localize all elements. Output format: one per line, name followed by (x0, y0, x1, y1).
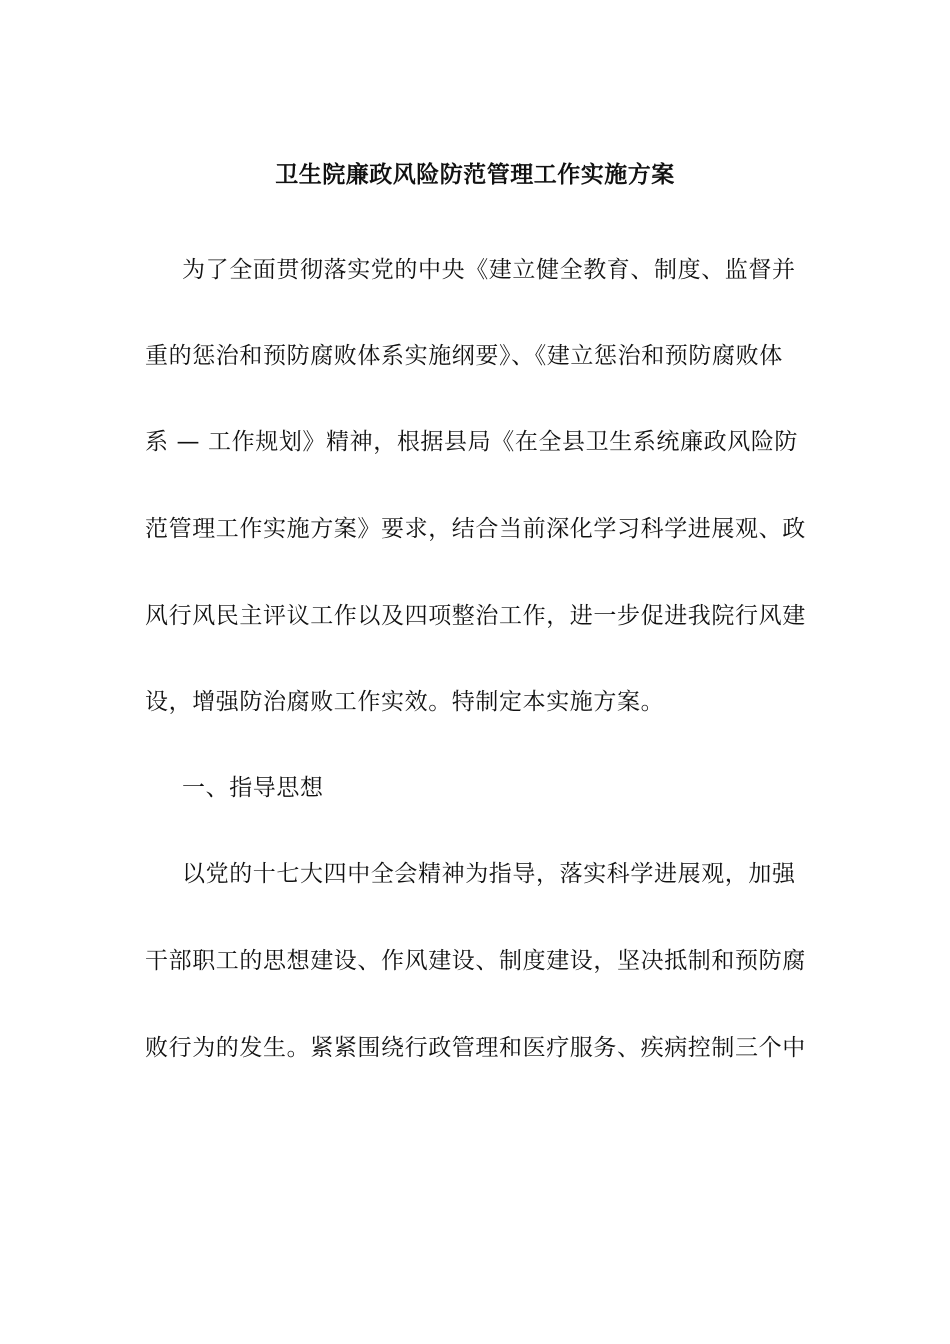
paragraph-line: 为了全面贯彻落实党的中央《建立健全教育、制度、监督并 (182, 257, 796, 283)
paragraph-line: 干部职工的思想建设、作风建设、制度建设，坚决抵制和预防腐 (145, 948, 806, 974)
section-heading: 一、指导思想 (182, 775, 324, 801)
paragraph-line: 败行为的发生。紧紧围绕行政管理和医疗服务、疾病控制三个中 (145, 1035, 806, 1061)
paragraph-line: 范管理工作实施方案》要求，结合当前深化学习科学进展观、政 (145, 516, 806, 542)
paragraph-line: 系 — 工作规划》精神，根据县局《在全县卫生系统廉政风险防 (145, 429, 799, 455)
paragraph-line: 重的惩治和预防腐败体系实施纲要》、《建立惩治和预防腐败体 (145, 343, 783, 369)
document-title: 卫生院廉政风险防范管理工作实施方案 (275, 162, 675, 188)
paragraph-line: 风行风民主评议工作以及四项整治工作，进一步促进我院行风建 (145, 603, 806, 629)
paragraph-line: 以党的十七大四中全会精神为指导，落实科学进展观，加强 (182, 861, 796, 887)
paragraph-line: 设，增强防治腐败工作实效。特制定本实施方案。 (145, 689, 665, 715)
